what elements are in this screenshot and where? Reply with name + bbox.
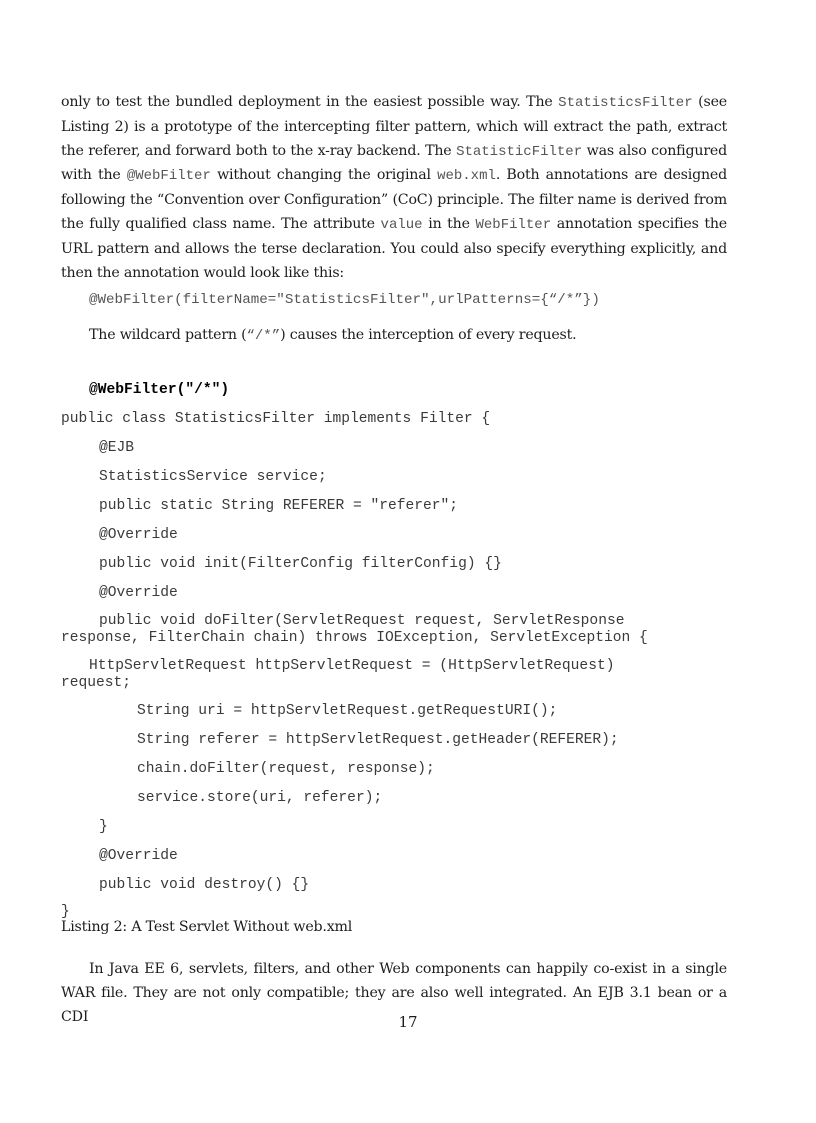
- closing-paragraph: In Java EE 6, servlets, filters, and other Web components can happily co-exist in a single WAR file. They are not only compatible; they are also well integrated. An EJB 3.1 bean or a CDI: [61, 961, 727, 1025]
- code-line: }: [99, 819, 108, 835]
- listing-caption: Listing 2: A Test Servlet Without web.xml: [61, 919, 353, 935]
- statistics-filter-code: StatisticsFilter: [558, 95, 693, 111]
- example-code-line: @WebFilter(filterName="StatisticsFilter",urlPatterns={“/*”}): [89, 292, 600, 308]
- intro-paragraph: only to test the bundled deployment in the easiest possible way. The StatisticsFilter (see Listing 2) is a prototype of the intercepting filter pattern, which will extract the path, extract the referer, and forward both to the x-ray backend. The StatisticFilter was also configured with the @WebFilter without changing the original web.xml. Both annotations are designed following the “Convention over Configuration” (CoC) principle. The filter name is derived from the fully qualified class name. The attribute value in the WebFilter annotation specifies the URL pattern and allows the terse declaration. You could also specify everything explicitly, and then the annotation would look like this:: [61, 94, 728, 281]
- code-line: @Override: [99, 527, 178, 543]
- statistic-filter-code: StatisticFilter: [456, 143, 583, 160]
- code-line: @EJB: [99, 440, 135, 456]
- code-line: @Override: [99, 585, 178, 601]
- webfilter-annotation-code: WebFilter: [475, 216, 552, 233]
- page-number: 17: [398, 1013, 418, 1031]
- code-line: response, FilterChain chain) throws IOException, ServletException {: [61, 630, 648, 646]
- code-line: public void destroy() {}: [99, 877, 310, 893]
- listing-annotation: @WebFilter("/*"): [89, 382, 230, 398]
- code-line: public void doFilter(ServletRequest request, ServletResponse: [99, 613, 625, 629]
- code-line: String uri = httpServletRequest.getRequestURI();: [137, 703, 558, 719]
- web-xml-code: web.xml: [437, 168, 496, 185]
- code-line: }: [61, 904, 70, 920]
- code-line: StatisticsService service;: [99, 469, 327, 485]
- code-line: HttpServletRequest httpServletRequest = (HttpServletRequest): [89, 658, 615, 674]
- code-line: request;: [61, 675, 132, 691]
- wildcard-paragraph: The wildcard pattern (“/*”) causes the interception of every request.: [89, 327, 577, 344]
- value-code: value: [380, 216, 423, 233]
- code-line: public void init(FilterConfig filterConfig) {}: [99, 556, 502, 572]
- code-line: chain.doFilter(request, response);: [137, 761, 435, 777]
- webfilter-code: @WebFilter: [126, 168, 211, 185]
- code-line: service.store(uri, referer);: [137, 790, 383, 806]
- code-line: public class StatisticsFilter implements Filter {: [61, 411, 491, 427]
- wildcard-code: “/*”: [246, 328, 281, 344]
- code-line: @Override: [99, 848, 178, 864]
- code-line: public static String REFERER = "referer";: [99, 498, 459, 514]
- code-line: String referer = httpServletRequest.getHeader(REFERER);: [137, 732, 619, 748]
